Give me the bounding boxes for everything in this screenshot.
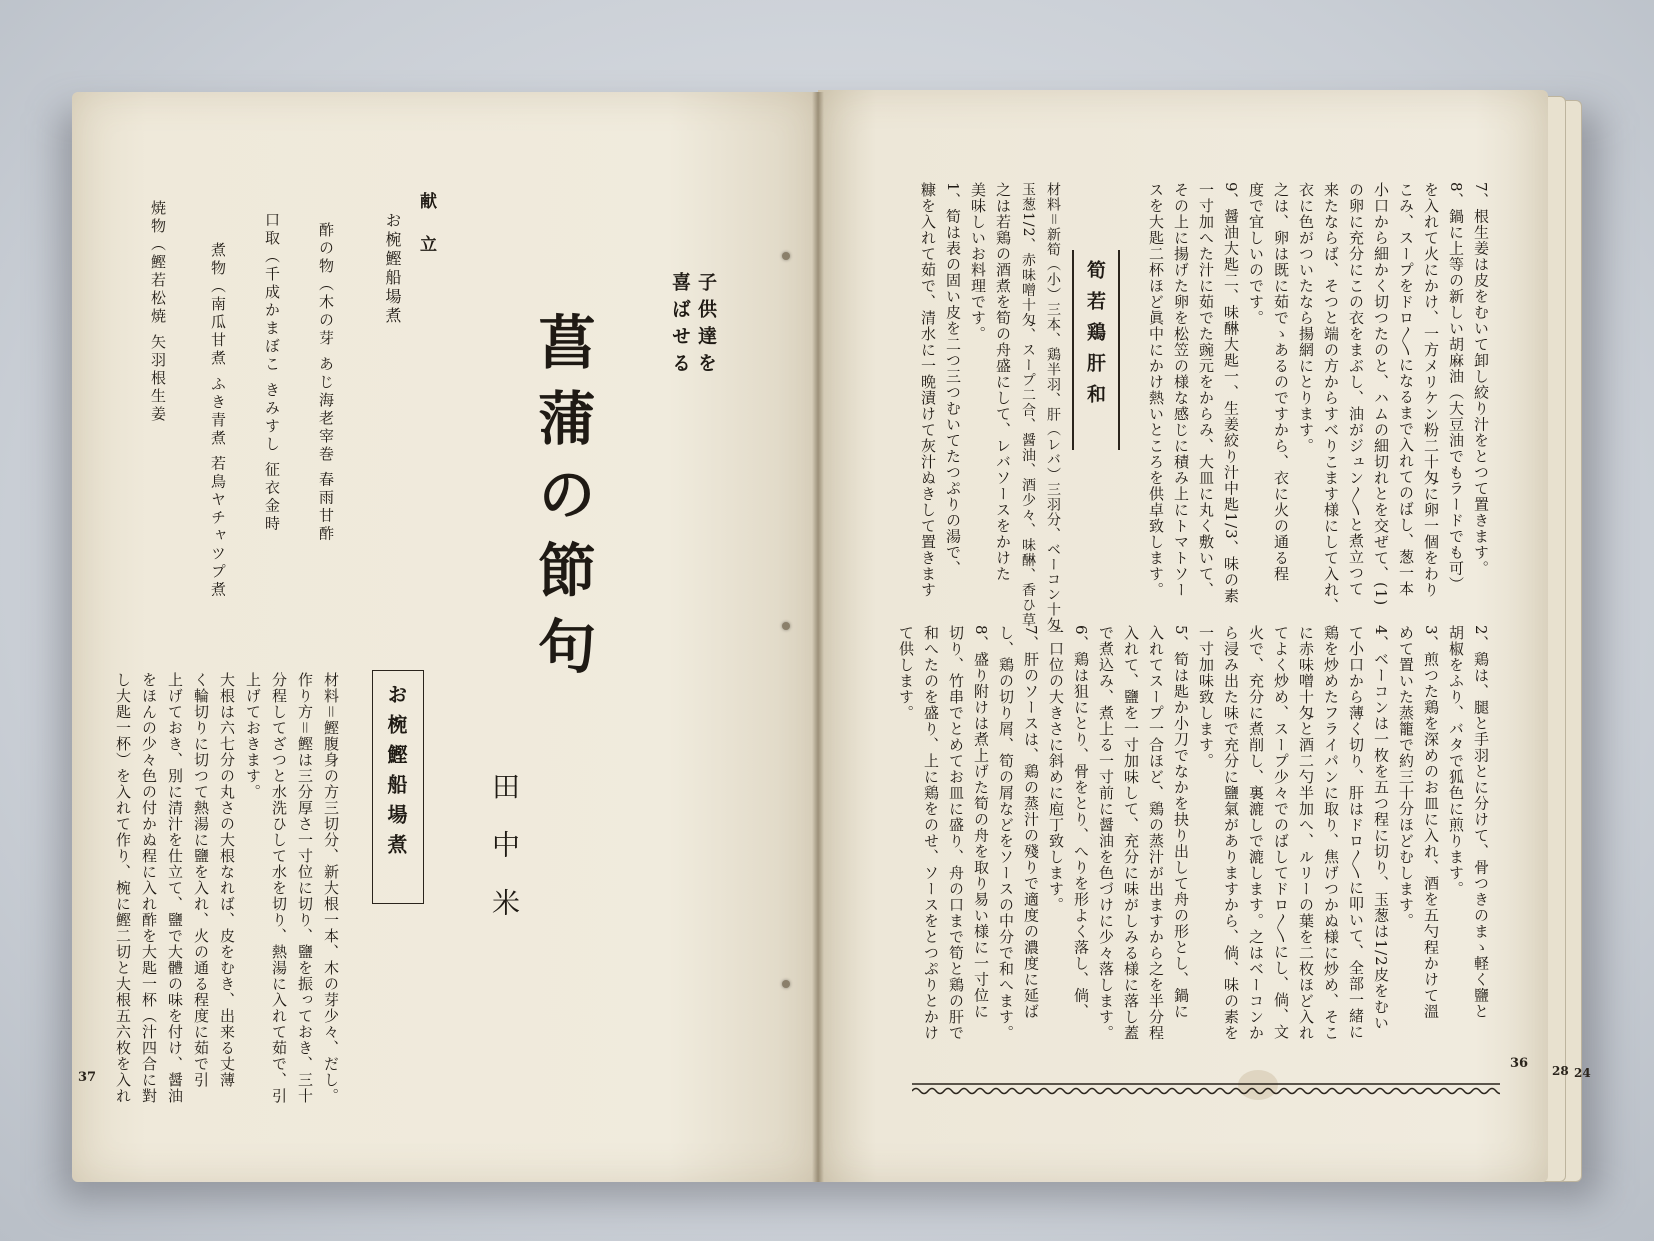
lower-line: し、鶏の切り屑、筍の屑などをソースの中分で和へます。 [997, 625, 1015, 1041]
binding-hole [782, 980, 790, 988]
wavy-divider [912, 1082, 1500, 1096]
upper-line: の卵に充分にこの衣をまぶし、油がジュン〳〵と煮立つて [1347, 182, 1365, 597]
lower-line: 6、鶏は狙にとり、骨をとり、へりを形よく落し、倘、 [1072, 625, 1090, 1020]
upper-line: 之は、卵は既に茹でゝあるのですから、衣に火の通る程 [1272, 182, 1290, 582]
page-number-right: 36 [1510, 1056, 1529, 1071]
upper-line: 衣に色がついたなら揚網にとります。 [1297, 182, 1315, 454]
section-line: 材料＝新筍（小）三本、鶏半羽、肝（レバ）三羽分、ベーコン十匁 [1045, 182, 1061, 632]
kicker-line-1: 子供達を [695, 272, 717, 380]
section-rule [1072, 250, 1074, 450]
section-line: 之は若鶏の酒煮を筍の舟盛にして、レバソースをかけた [994, 182, 1012, 582]
body-line: 分程してざつと水洗ひして水を切り、熱湯に入れて茹で、引 [270, 672, 288, 1104]
body-line: 材料＝鰹腹身の方三切分、新大根一本、木の芽少々、だし。 [322, 672, 340, 1105]
upper-line: 度で宜しいのです。 [1247, 182, 1265, 326]
menu-item: お椀鰹船場煮 [383, 212, 402, 326]
lower-line: 8、盛り附けは煮上げた筍の舟を取り易い様に一寸位に [972, 625, 990, 1020]
lower-line: に赤味噌十匁と酒二勺半加へ、ルリーの葉を二枚ほど入れ [1297, 625, 1315, 1041]
section-line: 美味しいお料理です。 [969, 182, 987, 342]
menu-item: 口取（千成かまぼこ きみすし 征衣金時 [263, 212, 281, 534]
section-line: 1、筍は表の固い皮を二つ三つむいてたつぷりの湯で、 [944, 182, 962, 577]
menu-heading: 献立 [416, 192, 436, 278]
upper-line: 8、鍋に上等の新しい胡麻油（大豆油でもラードでも可） [1447, 182, 1465, 593]
body-line: 上げておきます。 [244, 672, 262, 800]
author-name: 田中米 [488, 772, 521, 946]
kicker-line-2: 喜ばせる [669, 272, 691, 380]
lower-line: ら浸み出た味で充分に鹽氣がありますから、倘、味の素を [1222, 625, 1240, 1041]
upper-line: 一寸加へた汁に茹でた豌元をからみ、大皿に丸く敷いて、 [1197, 182, 1215, 598]
binding-hole [782, 252, 790, 260]
upper-line: こみ、スープをドロ〳〵になるまで入れてのばし、葱一本 [1397, 182, 1415, 597]
body-line: 大根は六七分の丸さの大根なれば、皮をむき、出来る丈薄 [218, 672, 236, 1088]
lower-line: 火で、充分に煮削し、裏漉しで漉します。之はベーコンか [1247, 625, 1265, 1041]
edge-page-number: 24 [1574, 1066, 1591, 1080]
menu-item: 焼物（鰹若松焼 矢羽根生姜 [149, 200, 167, 424]
lower-line: 入れてスープ一合ほど、鶏の蒸汁が出ますから之を半分程 [1147, 625, 1165, 1041]
lower-line: 和へたのを盛り、上に鶏をのせ、ソースをとつぷりとかけ [922, 625, 940, 1041]
edge-page-number: 28 [1552, 1064, 1569, 1078]
lower-line: 入れて、鹽を一寸加味して、充分に味がしみる様に落し蓋 [1122, 625, 1140, 1041]
menu-list [372, 212, 412, 572]
body-line: く輪切りに切つて熱湯に鹽を入れ、火の通る程度に茹で引 [192, 672, 210, 1088]
body-line: をほんの少々色の付かぬ程に入れ酢を大匙一杯（汁四合に對 [140, 672, 158, 1104]
lower-line: 4、ベーコンは一枚を五つ程に切り、玉葱は1/2皮をむい [1372, 625, 1390, 1031]
menu-item: 酢の物（木の芽 あじ海老宰巻 春雨甘酢 [317, 222, 335, 544]
lower-line: めて置いた蒸籠で約三十分ほどむします。 [1397, 625, 1415, 929]
lower-line: 一口位の大きさに斜めに庖丁致します。 [1047, 625, 1065, 913]
lower-line: て小口から薄く切り、肝はドロ〳〵に叩いて、全部一緒に [1347, 625, 1365, 1040]
body-line: 上げておき、別に清汁を仕立て、鹽で大體の味を付け、醤油 [166, 672, 184, 1104]
binding-hole [782, 622, 790, 630]
lower-line: 5、筍は匙か小刀でなかを抉り出して舟の形とし、鍋に [1172, 625, 1190, 1020]
upper-line: 小口から細かく切つたのと、ハムの細切れとを交ぜて、(1) [1372, 182, 1390, 607]
lower-line: 一寸加味致します。 [1197, 625, 1215, 769]
menu-item: 煮物（南瓜甘煮 ふき青煮 若鳥ヤチャツプ煮 [209, 242, 227, 600]
lower-line: 切り、竹串でとめてお皿に盛り、舟の口まで筍と鶏の肝で [947, 625, 965, 1041]
upper-line: 7、根生姜は皮をむいて卸し絞り汁をとつて置きます。 [1472, 182, 1490, 577]
body-line: し大匙一杯）を入れて作り、椀に鰹二切と大根五六枚を入れ [114, 672, 132, 1104]
lower-line: 鶏を炒めたフライパンに取り、焦げつかぬ様に炒め、そこ [1322, 625, 1340, 1041]
section-line: 玉葱1/2、赤味噌十匁、スープ二合、醤油、酒少々、味醂、香ひ草 [1020, 182, 1036, 628]
upper-line: 9、醤油大匙二、味醂大匙一、生姜絞り汁中匙1/3、味の素 [1222, 182, 1240, 604]
lower-line: 胡椒をふり、バタで狐色に煎ります。 [1447, 625, 1465, 897]
upper-line: その上に揚げた卵を松笠の様な感じに積み上にトマトソー [1172, 182, 1190, 598]
upper-line: 来たならば、そつと端の方からすべりこます様にして入れ、 [1322, 182, 1340, 614]
book-gutter [812, 92, 824, 1182]
page-number-left: 37 [78, 1070, 97, 1085]
upper-line: を入れて火にかけ、一方メリケン粉二十匁に卵一個をわり [1422, 182, 1440, 598]
section-title: 筍若鶏肝和 [1084, 260, 1106, 415]
left-page [72, 92, 818, 1182]
lower-line: て供します。 [897, 625, 915, 721]
lower-line: 2、鶏は、腿と手羽とに分けて、骨つきのまゝ軽く鹽と [1472, 625, 1490, 1020]
upper-line: スを大匙二杯ほど眞中にかけ熱いところを供卓致します。 [1147, 182, 1165, 598]
lower-line: てよく炒め、スープ少々でのばしてドロ〳〵にし、倘、文 [1272, 625, 1290, 1040]
lower-line: で煮込み、煮上る一寸前に醤油を色づけに少々落します。 [1097, 625, 1115, 1041]
section-line: 糠を入れて茹で、清水に一晩漬けて灰汁ぬきして置きます [919, 182, 937, 598]
lower-line: 7、肝のソースは、鶏の蒸汁の殘りで適度の濃度に延ば [1022, 625, 1040, 1020]
right-page [818, 90, 1548, 1182]
article-title: 菖蒲の節句 [528, 312, 596, 692]
lower-line: 3、煎つた鶏を深めのお皿に入れ、酒を五勺程かけて溫 [1422, 625, 1440, 1020]
body-line: 作り方＝鰹は三分厚さ一寸位に切り、鹽を振っておき、三十 [296, 672, 314, 1105]
section-rule [1118, 250, 1120, 450]
recipe-title: お椀鰹船場煮 [384, 684, 408, 864]
